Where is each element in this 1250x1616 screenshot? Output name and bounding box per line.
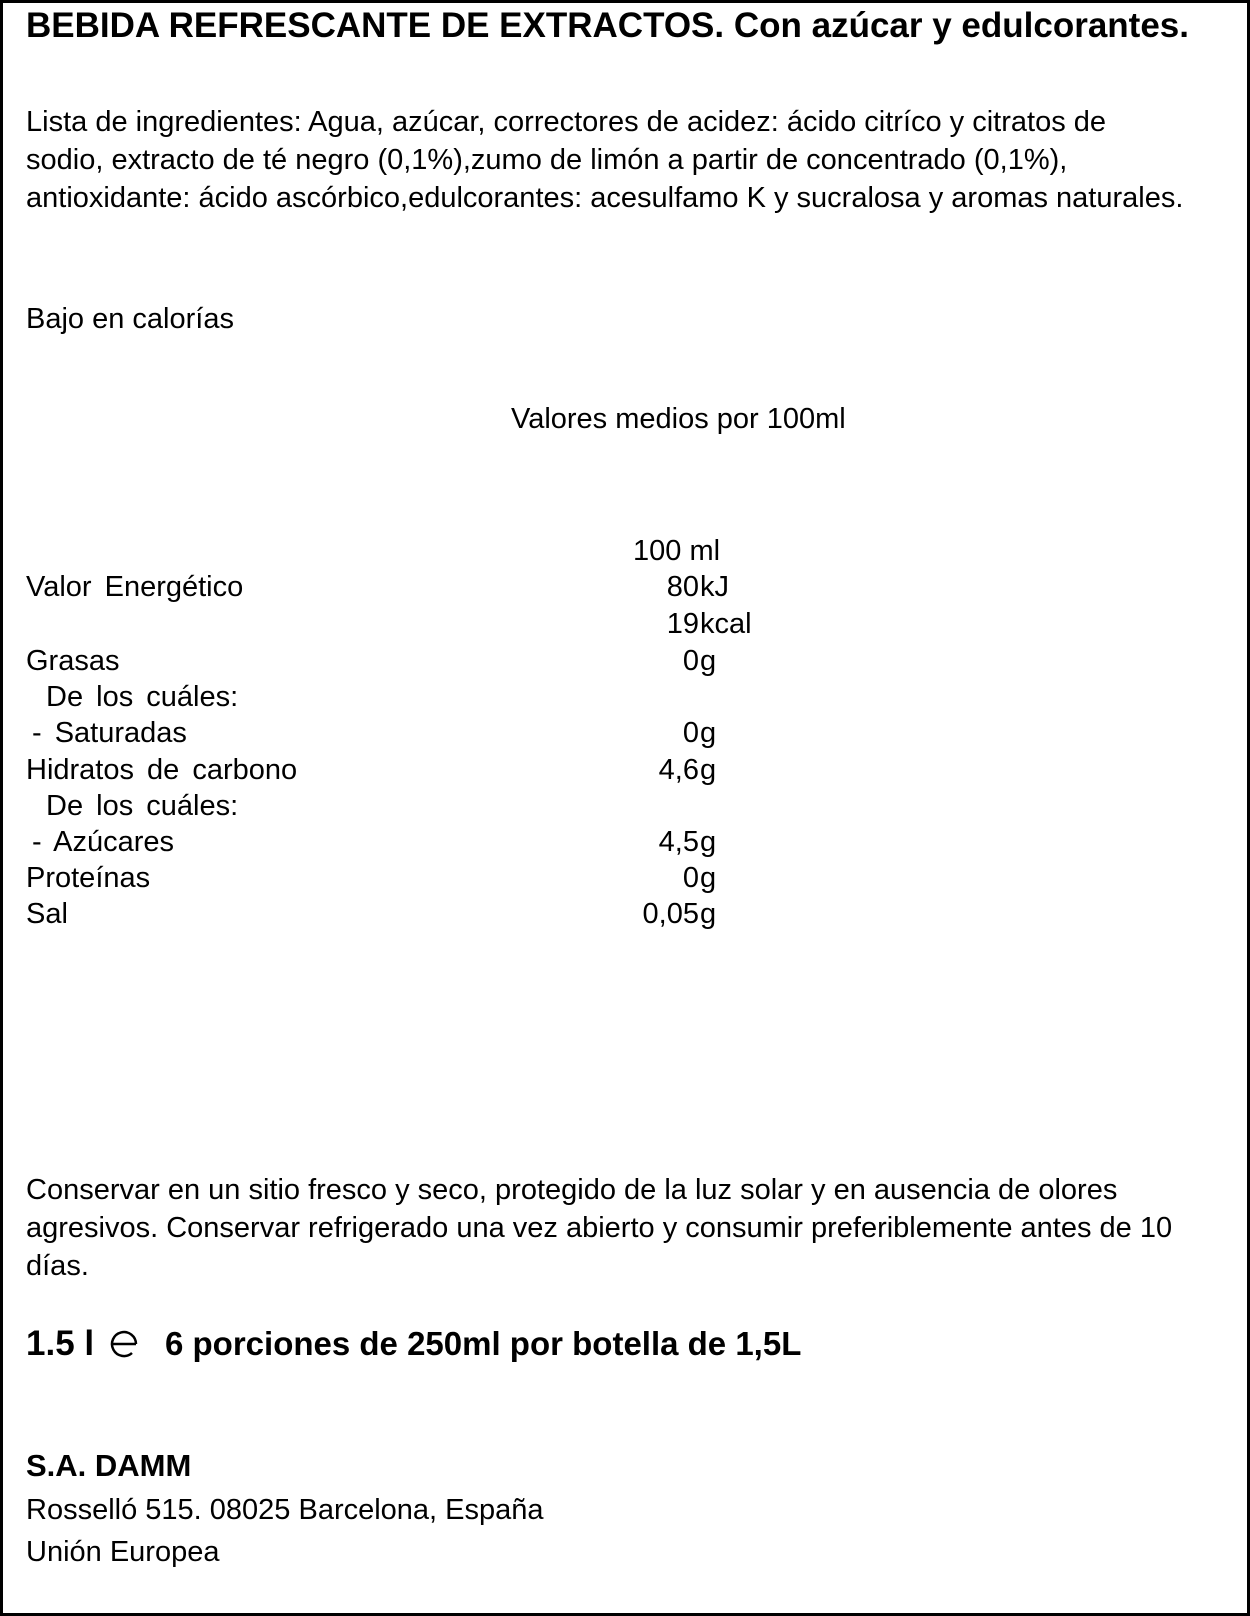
company-address: Rosselló 515. 08025 Barcelona, España <box>26 1494 544 1526</box>
portions-info: 6 porciones de 250ml por botella de 1,5L <box>165 1325 802 1362</box>
nutrition-row-value-saturated: 0 <box>682 717 699 749</box>
nutrition-row-label-carbs: Hidratos de carbono <box>26 754 298 786</box>
nutrition-row-label-salt: Sal <box>26 898 68 930</box>
nutrition-row-label-sugars: - Azúcares <box>32 826 174 858</box>
nutrition-row-label-saturated: - Saturadas <box>32 717 187 749</box>
nutrition-row-label-energy: Valor Energético <box>26 571 244 603</box>
nutrition-row-value-salt: 0,05 <box>642 898 699 930</box>
nutrition-row-value-energy-kj: 80 <box>666 571 699 603</box>
storage-instructions: Conservar en un sitio fresco y seco, protegido de la luz solar y en ausencia de olores agresivos. Conservar refrigerado una vez abierto y consumir preferiblemente antes de 10 días. <box>26 1174 1173 1282</box>
nutrition-row-unit-carbs: g <box>700 754 717 786</box>
estimated-e-icon <box>107 1327 141 1361</box>
nutrition-row-value-protein: 0 <box>682 862 699 894</box>
company-name: S.A. DAMM <box>26 1448 192 1483</box>
nutrition-row-unit-energy-kj: kJ <box>700 571 729 603</box>
nutrition-claim: Bajo en calorías <box>26 303 234 335</box>
nutrition-row-value-sugars: 4,5 <box>658 826 699 858</box>
nutrition-column-header: 100 ml <box>633 535 721 567</box>
volume-label: 1.5 l <box>26 1324 95 1363</box>
nutrition-row-label-protein: Proteínas <box>26 862 151 894</box>
company-region: Unión Europea <box>26 1536 220 1568</box>
nutrition-row-unit-protein: g <box>700 862 717 894</box>
nutrition-row-value-carbs: 4,6 <box>658 754 699 786</box>
nutrition-heading: Valores medios por 100ml <box>511 403 846 435</box>
nutrition-row-label-fat-sub: De los cuáles: <box>46 681 239 713</box>
nutrition-row-value-energy-kcal: 19 <box>666 608 699 640</box>
product-title: BEBIDA REFRESCANTE DE EXTRACTOS. Con azúcar y edulcorantes. <box>26 6 1189 45</box>
nutrition-row-unit-energy-kcal: kcal <box>700 608 752 640</box>
nutrition-row-label-fat: Grasas <box>26 645 120 677</box>
nutrition-row-unit-saturated: g <box>700 717 717 749</box>
nutrition-row-label-carbs-sub: De los cuáles: <box>46 790 239 822</box>
ingredients-list: Lista de ingredientes: Agua, azúcar, correctores de acidez: ácido citríco y citratos de sodio, extracto de té negro (0,1%),zumo de limón a partir de concentrado (0,1%), antioxidante: ácido ascórbico,edulcorantes: acesulfamo K y sucralosa y aromas naturales. <box>26 106 1184 214</box>
nutrition-row-unit-fat: g <box>700 645 717 677</box>
nutrition-row-unit-sugars: g <box>700 826 717 858</box>
nutrition-row-value-fat: 0 <box>682 645 699 677</box>
nutrition-row-unit-salt: g <box>700 898 717 930</box>
